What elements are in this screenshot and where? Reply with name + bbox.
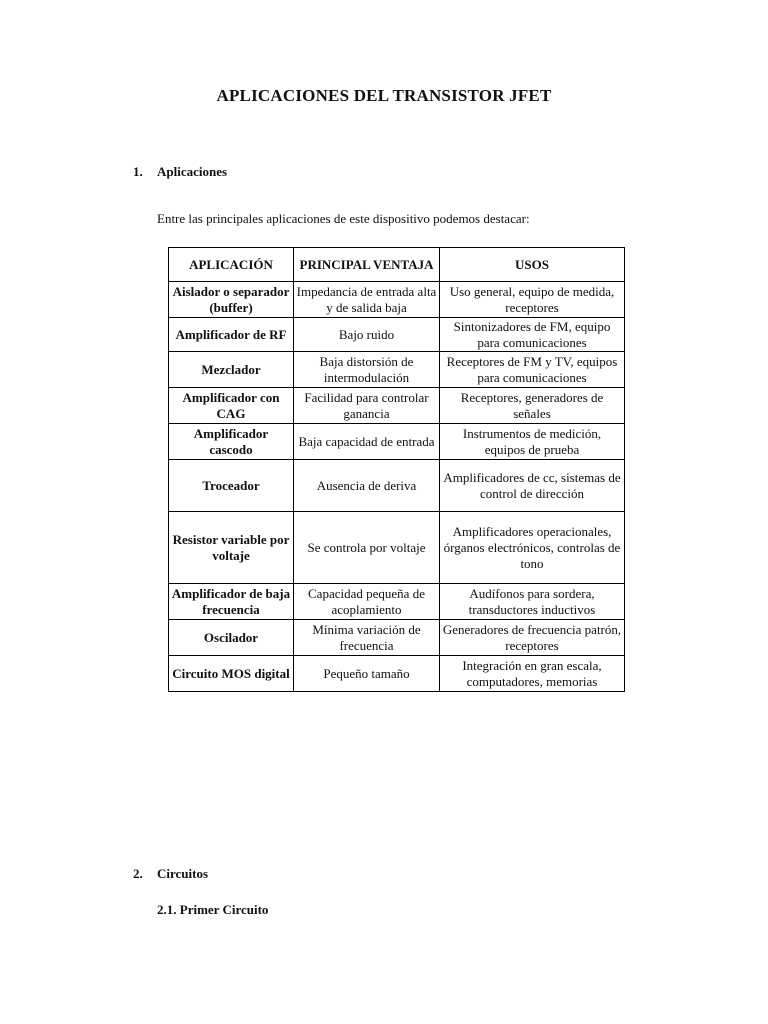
section-heading-circuitos (133, 866, 208, 882)
cell-aplicacion: Amplificador de baja frecuencia (169, 584, 294, 620)
table-row (169, 282, 625, 318)
cell-usos: Sintonizadores de FM, equipo para comunicaciones (440, 318, 625, 352)
table-row (169, 460, 625, 512)
cell-aplicacion: Amplificador de RF (169, 318, 294, 352)
header-usos: USOS (440, 248, 625, 282)
applications-table (168, 247, 625, 692)
cell-aplicacion: Mezclador (169, 352, 294, 388)
cell-usos: Audífonos para sordera, transductores inductivos (440, 584, 625, 620)
header-principal-ventaja: PRINCIPAL VENTAJA (294, 248, 440, 282)
table-row (169, 656, 625, 692)
table-row (169, 512, 625, 584)
cell-ventaja: Capacidad pequeña de acoplamiento (294, 584, 440, 620)
table-row (169, 584, 625, 620)
header-aplicacion: APLICACIÓN (169, 248, 294, 282)
table-row (169, 620, 625, 656)
cell-usos: Amplificadores de cc, sistemas de control de dirección (440, 460, 625, 512)
table-row (169, 352, 625, 388)
cell-aplicacion: Amplificador con CAG (169, 388, 294, 424)
cell-usos: Instrumentos de medición, equipos de prueba (440, 424, 625, 460)
section-heading-aplicaciones (133, 164, 227, 180)
cell-ventaja: Pequeño tamaño (294, 656, 440, 692)
cell-usos: Uso general, equipo de medida, receptores (440, 282, 625, 318)
document-title: APLICACIONES DEL TRANSISTOR JFET (216, 86, 552, 105)
table-header-row (169, 248, 625, 282)
cell-usos: Integración en gran escala, computadores, memorias (440, 656, 625, 692)
cell-ventaja: Baja capacidad de entrada (294, 424, 440, 460)
section-number: 2. (133, 866, 143, 881)
section-label: Circuitos (157, 866, 209, 881)
cell-ventaja: Impedancia de entrada alta y de salida baja (294, 282, 440, 318)
cell-ventaja: Se controla por voltaje (294, 512, 440, 584)
cell-aplicacion: Circuito MOS digital (169, 656, 294, 692)
cell-ventaja: Baja distorsión de intermodulación (294, 352, 440, 388)
cell-aplicacion: Oscilador (169, 620, 294, 656)
cell-ventaja: Facilidad para controlar ganancia (294, 388, 440, 424)
cell-aplicacion: Troceador (169, 460, 294, 512)
intro-paragraph: Entre las principales aplicaciones de este dispositivo podemos destacar: (157, 211, 530, 226)
cell-aplicacion: Amplificador cascodo (169, 424, 294, 460)
cell-ventaja: Ausencia de deriva (294, 460, 440, 512)
table-row (169, 388, 625, 424)
cell-usos: Receptores de FM y TV, equipos para comunicaciones (440, 352, 625, 388)
cell-ventaja: Bajo ruido (294, 318, 440, 352)
section-number: 1. (133, 164, 143, 179)
table-row (169, 424, 625, 460)
section-label: Aplicaciones (157, 164, 228, 179)
cell-usos: Generadores de frecuencia patrón, receptores (440, 620, 625, 656)
cell-aplicacion: Resistor variable por voltaje (169, 512, 294, 584)
cell-usos: Amplificadores operacionales, órganos electrónicos, controlas de tono (440, 512, 625, 584)
subsection-heading: 2.1. Primer Circuito (157, 902, 269, 917)
table-row (169, 318, 625, 352)
cell-aplicacion: Aislador o separador (buffer) (169, 282, 294, 318)
cell-ventaja: Mínima variación de frecuencia (294, 620, 440, 656)
cell-usos: Receptores, generadores de señales (440, 388, 625, 424)
